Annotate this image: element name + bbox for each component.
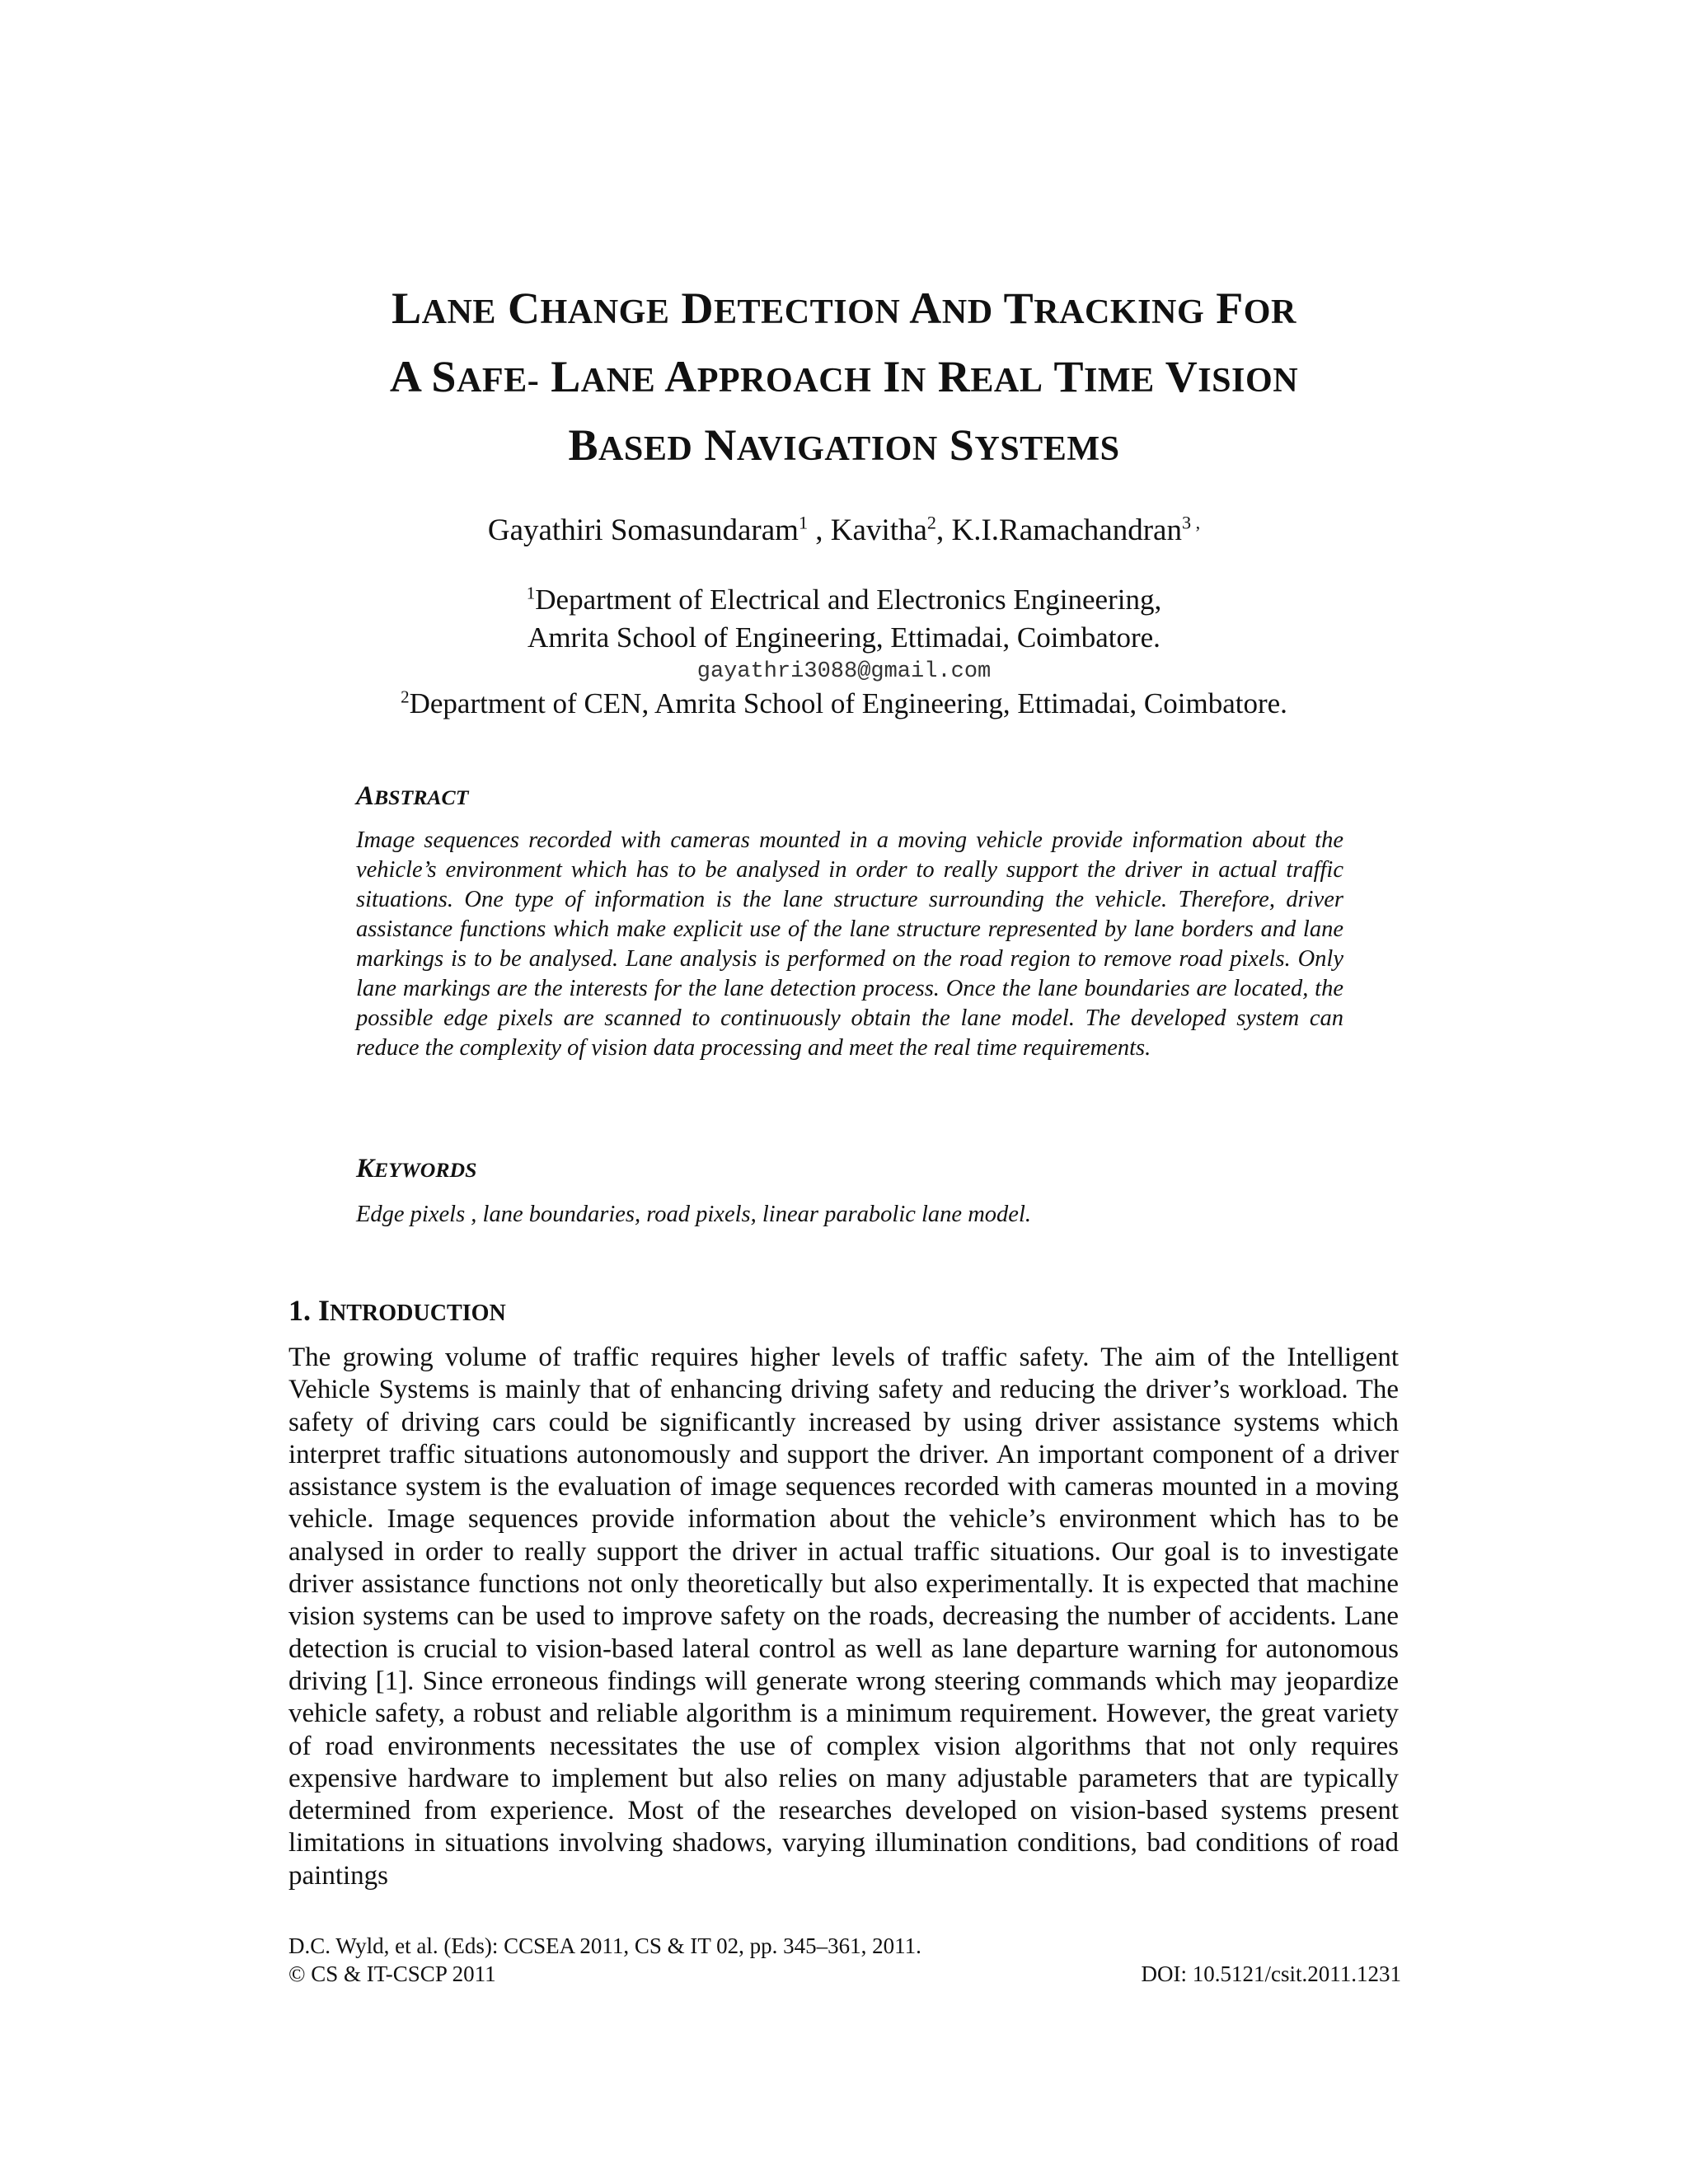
footer-doi: DOI: 10.5121/csit.2011.1231 xyxy=(1141,1961,1401,1986)
title-word-cap: S xyxy=(431,352,457,401)
author-name: K.I.Ramachandran xyxy=(951,513,1182,547)
author-email: gayathri3088@gmail.com xyxy=(696,659,992,684)
footer-copyright: © CS & IT-CSCP 2011 xyxy=(288,1961,496,1986)
title-word-cap: S xyxy=(949,420,975,470)
title-line-2 xyxy=(206,344,1482,413)
title-word xyxy=(704,420,937,470)
title-word-cap: A xyxy=(664,352,697,401)
title-word xyxy=(938,352,1043,401)
title-word xyxy=(1216,284,1296,333)
title-word-cap: A xyxy=(389,352,420,401)
title-word xyxy=(1053,352,1154,401)
affiliation-1-line-2: Amrita School of Engineering, Ettimadai, Coimbatore. xyxy=(528,621,1160,654)
title-word xyxy=(508,284,669,333)
title-word-rest: PPROACH xyxy=(696,361,872,400)
author-separator: , xyxy=(936,513,952,547)
section-number: 1. xyxy=(288,1294,311,1327)
heading-rest: BSTRACT xyxy=(374,785,469,809)
introduction-text: The growing volume of traffic requires higher levels of traffic safety. The aim of the Intelligent Vehicle Systems is mainly that of enhancing driving safety and reducing the driver’s workload. The safety of driving cars could be significantly increased by using driver assistance systems which interpret traffic situations autonomously and support the driver. An important component of a driver assistance system is the evaluation of image sequences recorded with cameras mounted in a moving vehicle. Image sequences provide information about the vehicle’s environment which has to be analysed in order to really support the driver in actual traffic situations. Our goal is to investigate driver assistance functions not only theoretically but also experimentally. It is expected that machine vision systems can be used to improve safety on the roads, decreasing the number of accidents. Lane detection is crucial to vision-based lateral control as well as lane departure warning for autonomous driving [1]. Since erroneous findings will generate wrong steering commands which may jeopardize vehicle safety, a robust and reliable algorithm is a minimum requirement. However, the great variety of road environments necessitates the use of complex vision algorithms that not only requires expensive hardware to implement but also relies on many adjustable parameters that are typically determined from experience. Most of the researches developed on vision-based systems present limitations in situations involving shadows, varying illumination conditions, bad conditions of road paintings xyxy=(288,1343,1399,1891)
affiliation-2 xyxy=(206,686,1482,722)
title-word-cap: T xyxy=(1003,284,1034,333)
title-word-cap: C xyxy=(508,284,541,333)
keywords-heading xyxy=(356,1152,476,1187)
heading-cap: A xyxy=(356,781,375,811)
title-word-cap: L xyxy=(551,352,581,401)
title-word-cap: N xyxy=(704,420,737,470)
heading-cap: I xyxy=(318,1294,331,1327)
heading-rest: EYWORDS xyxy=(374,1158,477,1182)
abstract-heading xyxy=(356,780,468,814)
title-word-cap: A xyxy=(909,284,942,333)
affiliation-1-line-1 xyxy=(206,582,1482,618)
title-word-rest: ND xyxy=(941,293,993,331)
title-word-cap: I xyxy=(883,352,901,401)
paper-title xyxy=(206,276,1482,481)
title-word-cap: T xyxy=(1053,352,1084,401)
heading-cap: K xyxy=(356,1154,375,1183)
title-word-rest: OR xyxy=(1243,293,1296,331)
affiliation-mark: 1 xyxy=(526,583,536,603)
title-word xyxy=(664,352,871,401)
author-name: Kavitha xyxy=(830,513,927,547)
title-word-cap: L xyxy=(392,284,422,333)
title-word-rest: ANE xyxy=(421,293,497,331)
author-separator: , xyxy=(808,513,831,547)
title-word-rest: ASED xyxy=(598,429,693,468)
title-word-rest: HANGE xyxy=(540,293,670,331)
title-word-cap: F xyxy=(1216,284,1244,333)
keywords-text: Edge pixels , lane boundaries, road pixels, linear parabolic lane model. xyxy=(356,1202,1031,1227)
title-word xyxy=(909,284,992,333)
footer-citation: D.C. Wyld, et al. (Eds): CCSEA 2011, CS & IT 02, pp. 345–361, 2011. xyxy=(288,1933,921,1958)
title-word-cap: V xyxy=(1165,352,1198,401)
title-word-rest: YSTEMS xyxy=(974,429,1120,468)
title-word xyxy=(568,420,692,470)
title-word xyxy=(950,420,1120,470)
title-word-rest: IME xyxy=(1083,361,1155,400)
heading-rest: NTRODUCTION xyxy=(330,1301,506,1326)
title-line-3 xyxy=(206,413,1482,481)
title-word-rest: RACKING xyxy=(1034,293,1205,331)
title-word-cap: R xyxy=(937,352,971,401)
title-word-rest: ANE xyxy=(580,361,656,400)
title-word-cap: B xyxy=(568,420,598,470)
introduction-heading xyxy=(288,1292,506,1332)
footer-citation-block xyxy=(288,1932,921,1988)
title-word xyxy=(431,352,539,401)
author-list xyxy=(206,511,1482,551)
abstract-text: Image sequences recorded with cameras mounted in a moving vehicle provide information about the vehicle’s environment which has to be analysed in order to really support the driver in actual traffic situations. One type of information is the lane structure surrounding the vehicle. Therefore, driver assistance functions which make explicit use of the lane structure represented by lane borders and lane markings is to be analysed. Lane analysis is performed on the road region to remove road pixels. Only lane markings are the interests for the lane detection process. Once the lane boundaries are located, the possible edge pixels are scanned to continuously obtain the lane model. The developed system can reduce the complexity of vision data processing and meet the real time requirements. xyxy=(356,827,1343,1061)
title-word-rest: N xyxy=(900,361,926,400)
title-word-rest: EAL xyxy=(970,361,1043,400)
title-word xyxy=(390,352,420,401)
author-affiliation-mark: 1 xyxy=(798,512,809,533)
title-word-rest: AVIGATION xyxy=(736,429,938,468)
title-word xyxy=(551,352,655,401)
title-word xyxy=(1165,352,1298,401)
author-affiliation-mark: 3 , xyxy=(1181,512,1201,533)
title-line-1 xyxy=(206,276,1482,344)
title-word-rest: ISION xyxy=(1198,361,1299,400)
title-word xyxy=(883,352,926,401)
author-affiliation-mark: 2 xyxy=(926,512,937,533)
title-word-rest: ETECTION xyxy=(713,293,901,331)
title-word xyxy=(681,284,900,333)
title-word xyxy=(1004,284,1205,333)
affiliation-text: Department of CEN, Amrita School of Engineering, Ettimadai, Coimbatore. xyxy=(409,687,1287,719)
affiliation-text: Department of Electrical and Electronics Engineering, xyxy=(535,583,1162,616)
title-word-rest: AFE- xyxy=(456,361,540,400)
title-word xyxy=(392,284,496,333)
author-name: Gayathiri Somasundaram xyxy=(487,513,799,547)
title-word-cap: D xyxy=(681,284,714,333)
affiliation-mark: 2 xyxy=(401,687,410,707)
